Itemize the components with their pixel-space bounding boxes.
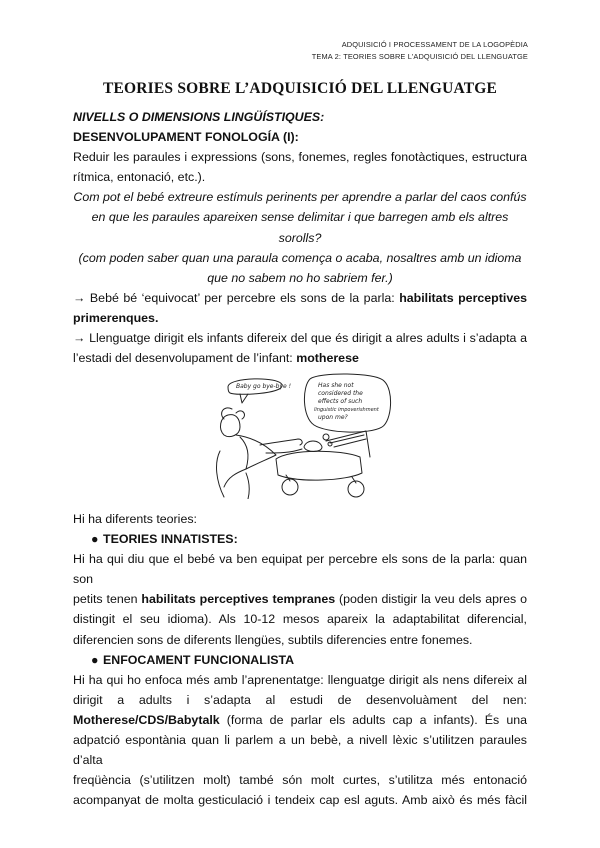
point-text: l’estadi del desenvolupament de l’infant: — [73, 351, 297, 366]
bubble-text: linguistic impoverishment — [314, 407, 379, 413]
paragraph-line: adpatció espontània quan li parlem a un bebè, a nivell lèxic s’utilitzen paraules d’alta — [73, 733, 527, 768]
bullet-heading-funcionalista — [73, 650, 527, 670]
bubble-text: Baby go bye-bye ! — [236, 383, 292, 390]
paragraph-line: acompanyat de molta gesticulació i tendeix cap esl aguts. Amb això és més fàcil — [73, 793, 527, 808]
bubble-text: upon me? — [318, 414, 348, 421]
text-run: (forma de parlar els adults cap a infants). És una — [219, 712, 527, 727]
section-theories — [73, 509, 527, 810]
motherese-cartoon-illustration — [206, 373, 396, 499]
paragraph-line: dirigit a adults i s’adapta al estudi de desenvoluàment del nen: — [73, 692, 527, 707]
intro-line: Reduir les paraules i expressions (sons, fonemes, regles fonotàctiques, estructura — [73, 150, 527, 165]
paragraph-line: Hi ha qui diu que el bebé va ben equipat per percebre els sons de la parla: quan son — [73, 552, 527, 587]
paragraph-line — [73, 589, 527, 609]
section-phonology — [73, 107, 527, 368]
baby-figure — [304, 441, 322, 452]
paragraph-line: freqüència (s’utilitzen molt) també són molt curtes, s’utilitza més entonació — [73, 773, 527, 788]
paragraph-line — [73, 710, 527, 730]
question-line: Com pot el bebé extreure estímuls perinents per aprendre a parlar del caos confús — [73, 190, 527, 205]
paragraph-line: Hi ha qui ho enfoca més amb l’aprenentatge: llenguatge dirigit als nens difereix al — [73, 672, 527, 687]
paragraph-line: diferencien sons de diferents llengües, subtils diferencies entre fonemes. — [73, 632, 473, 647]
bullet-icon: ● — [91, 652, 99, 667]
point-emphasis-line: primerenques. — [73, 310, 159, 325]
page-title: TEORIES SOBRE L’ADQUISICIÓ DEL LLENGUATGE — [102, 80, 498, 97]
point-emphasis: motherese — [296, 351, 359, 366]
bubble-text: considered the — [318, 390, 363, 397]
pram — [276, 451, 362, 480]
question-line: que no sabem no ho sabriem fer.) — [207, 270, 393, 285]
bubble-text: Has she not — [318, 382, 354, 389]
theories-intro: Hi ha diferents teories: — [73, 512, 197, 526]
point-line — [73, 348, 527, 368]
section-subheading: DESENVOLUPAMENT FONOLOGÍA (I): — [73, 130, 299, 145]
paragraph-line: distingit el seu idioma). Als 10-12 mesos apareix la adaptabilitat diferencial, — [73, 612, 527, 627]
point-line: → Llenguatge dirigit els infants difereix del que és dirigit a alres adults i s’adapta a — [73, 331, 527, 346]
point-line — [73, 288, 527, 308]
question-line: en que les paraules apareixen sense delimitar i que barregen amb els altres sorolls? — [91, 210, 509, 245]
bullet-heading-text: TEORIES INNATISTES: — [103, 532, 238, 547]
point-text: → Bebé bé ‘equivocat’ per percebre els sons de la parla: — [73, 290, 400, 305]
running-header-course: ADQUISICIÓ I PROCESSAMENT DE LA LOGOPÈDIA — [341, 40, 528, 49]
bullet-heading-text: ENFOCAMENT FUNCIONALISTA — [103, 652, 295, 667]
text-run: petits tenen — [73, 592, 142, 607]
text-emphasis: Motherese/CDS/Babytalk — [73, 712, 220, 727]
running-header-topic: TEMA 2: TEORIES SOBRE L’ADQUISICIÓ DEL LLENGUATGE — [311, 52, 528, 61]
text-run: (poden distigir la veu dels apres o — [335, 592, 527, 607]
question-line: (com poden saber quan una paraula comença o acaba, nosaltres amb un idioma — [78, 250, 522, 265]
bubble-text: effects of such — [318, 398, 363, 405]
point-emphasis: habilitats perceptives — [399, 290, 527, 305]
section-heading: NIVELLS O DIMENSIONS LINGÜÍSTIQUES: — [73, 110, 325, 124]
bullet-icon: ● — [91, 532, 99, 547]
bullet-heading-innatistes — [73, 529, 527, 549]
text-emphasis: habilitats perceptives tempranes — [141, 592, 336, 607]
intro-line: rítmica, entonació, etc.). — [73, 170, 206, 185]
